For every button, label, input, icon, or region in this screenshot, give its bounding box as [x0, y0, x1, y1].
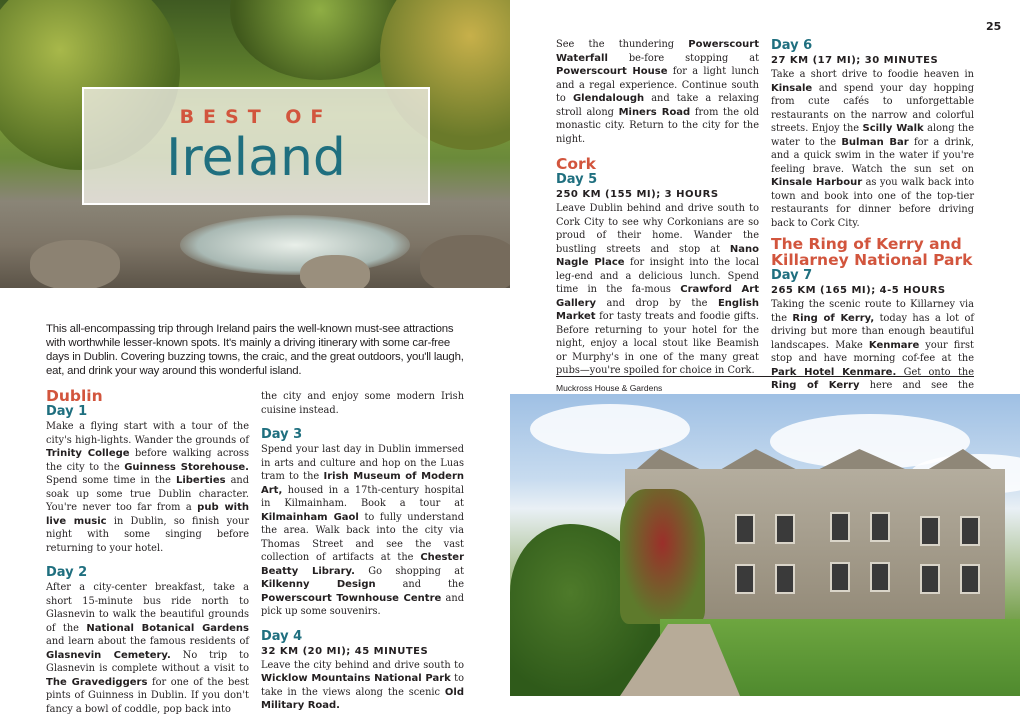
day-heading-5: Day 5: [556, 172, 598, 187]
caption-rule: [556, 376, 974, 377]
day-heading-3: Day 3: [261, 427, 303, 442]
region-heading-cork: Cork: [556, 155, 596, 173]
day-heading-2: Day 2: [46, 565, 88, 580]
hero-image: [0, 0, 510, 288]
column-2: [261, 390, 464, 713]
column-4: [771, 38, 974, 420]
day-7-distance: 265 KM (165 MI); 4-5 HOURS: [771, 285, 946, 296]
photo-caption: Muckross House & Gardens: [556, 383, 663, 393]
column-1: [46, 388, 249, 716]
day-2-continued: the city and enjoy some modern Irish cuisine instead.: [261, 391, 464, 416]
day-2-text: After a city-center breakfast, take a short 15-minute bus ride north to Glasnevin to walk the beautiful grounds of the National Botanical Gardens and learn about the famous residents of Glasnevin Cemetery. No trip to Glasnevin is complete without a visit to The Gravediggers for one of the best pints of Guinness in Dublin. If you don't fancy a bowl of coddle, pop back into: [46, 582, 249, 715]
page-title: Ireland: [166, 128, 346, 188]
title-kicker: BEST OF: [179, 106, 333, 128]
region-heading-dublin: Dublin: [46, 387, 103, 405]
day-6-text: Take a short drive to foodie heaven in Kinsale and spend your day hopping from cute cafés to unforgettable restaurants on the narrow and colorful streets. Enjoy the Scilly Walk along the water to the Bulman Bar for a drink, and a quick swim in the water if you're feeling brave. Watch the sun set on Kinsale Harbour as you walk back into town and book into one of the top-tier restaurants for dinner before driving back to Cork City.: [771, 69, 974, 229]
day-5-distance: 250 KM (155 MI); 3 HOURS: [556, 189, 719, 200]
intro-text: This all-encompassing trip through Ireland pairs the well-known must-see attractions with worthwhile lesser-known spots. It's mainly a driving itinerary with some car-free days in Dublin. Covering buzzing towns, the craic, and the great outdoors, you'll laugh, eat, and drink your way around this wonderful island.: [46, 323, 464, 377]
region-heading-kerry: The Ring of Kerry and Killarney National Park: [771, 235, 973, 269]
muckross-house-photo: [510, 394, 1020, 696]
intro-paragraph: [46, 322, 466, 378]
day-6-distance: 27 KM (17 MI); 30 MINUTES: [771, 55, 939, 66]
day-heading-6: Day 6: [771, 38, 813, 53]
column-3: [556, 38, 759, 378]
title-box: [82, 87, 430, 205]
day-3-text: Spend your last day in Dublin immersed in arts and culture and hop on the Luas tram to the Irish Museum of Modern Art, housed in a 17th-century hospital in Kilmainham. Book a tour at Kilmainham Gaol to fully understand the area. Walk back into the city via Thomas Street and see the vast collection of artifacts at the Chester Beatty Library. Go shopping at Kilkenny Design and the Powerscourt Townhouse Centre and pick up some souvenirs.: [261, 444, 465, 617]
day-heading-1: Day 1: [46, 404, 88, 419]
day-heading-4: Day 4: [261, 628, 303, 644]
day-4-text: Leave the city behind and drive south to Wicklow Mountains National Park to take in the views along the scenic Old Military Road.: [261, 659, 464, 711]
day-7-text: Taking the scenic route to Killarney via the Ring of Kerry, today has a lot of driving but more than enough beautiful landscapes. Make Kenmare your first stop and have morning cof-fee at the Park Hotel Kenmare. Get onto the Ring of Kerry here and see the: [771, 299, 975, 391]
day-4-distance: 32 KM (20 MI); 45 MINUTES: [261, 645, 429, 657]
day-5-text: Leave Dublin behind and drive south to Cork City to see why Corkonians are so proud of their home. Wander the bustling streets and stop at Nano Nagle Place for insight into the local leg-end and a delicious lunch. Spend time in the fa-mous Crawford Art Gallery and drop by the English Market for tasty treats and foodie gifts. Before returning to your hotel for the night, enjoy a local stout like Beamish or Murphy's in one of the many great pubs—you're spoiled for choice in Cork.: [556, 203, 759, 376]
page-number-right: 25: [986, 20, 1002, 33]
day-4-continued: See the thundering Powerscourt Waterfall be-fore stopping at Powerscourt House for a light lunch and a regal experience. Continue south to Glendalough and take a relaxing stroll along Miners Road from the old monastic city. Return to the city for the night.: [556, 39, 759, 145]
day-heading-7: Day 7: [771, 268, 813, 283]
day-1-text: Make a flying start with a tour of the city's high-lights. Wander the grounds of Trinity College before walking across the city to the Guinness Storehouse. Spend some time in the Liberties and soak up some true Dublin character. You're never too far from a pub with live music in Dublin, so finish your night with some singing before returning to your hotel.: [46, 421, 250, 554]
